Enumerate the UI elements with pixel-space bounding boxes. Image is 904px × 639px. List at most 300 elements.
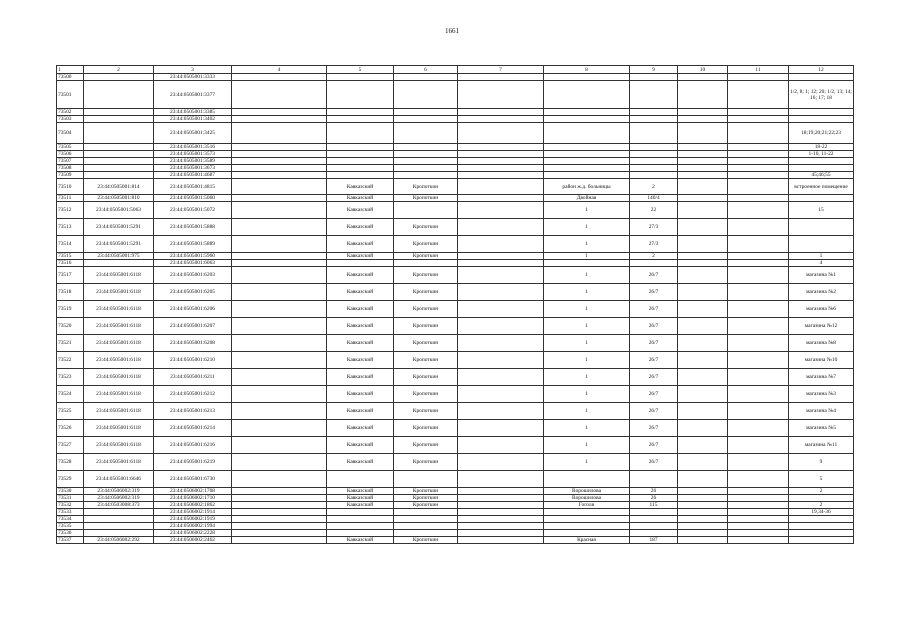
table-cell: 1 [789,253,854,260]
table-cell: Ворошилова [544,488,630,495]
table-cell: 23:44:0505001:6646 [84,471,154,488]
table-cell: 73537 [57,537,84,544]
table-cell [232,144,327,151]
table-cell [678,284,728,301]
table-cell: Кавказский [327,537,394,544]
table-cell [728,537,789,544]
table-cell: 23:44:0506002:1914 [154,509,232,516]
table-cell: 140/4 [630,195,678,202]
table-cell: 23:44:0505001:3333 [154,74,232,81]
table-cell [327,158,394,165]
table-cell [458,352,544,369]
table-cell [232,502,327,509]
table-cell [728,195,789,202]
table-row [57,318,854,335]
table-cell [728,301,789,318]
table-cell: 23:44:0505001:6063 [154,260,232,267]
table-cell: 73516 [57,260,84,267]
table-cell [458,151,544,158]
table-cell [544,109,630,116]
table-cell: 73515 [57,253,84,260]
table-cell [84,123,154,144]
table-cell: 23:44:0505001:5291 [84,219,154,236]
table-cell: Кропоткин [394,488,458,495]
table-cell: 73522 [57,352,84,369]
table-cell [728,369,789,386]
table-cell: 22 [630,202,678,219]
table-cell [232,151,327,158]
table-cell: Кропоткин [394,236,458,253]
table-row [57,530,854,537]
table-cell [678,495,728,502]
table-cell: Кавказский [327,335,394,352]
table-cell: 15 [789,202,854,219]
table-cell [327,523,394,530]
column-header: 11 [728,66,789,74]
table-cell: 73518 [57,284,84,301]
table-cell: магазина №11 [789,437,854,454]
table-cell: 23:44:0503008:373 [84,502,154,509]
table-cell: Кропоткин [394,386,458,403]
table-cell [232,454,327,471]
table-cell: Кропоткин [394,267,458,284]
table-cell [232,301,327,318]
table-row [57,437,854,454]
column-header: 4 [232,66,327,74]
table-cell [458,253,544,260]
table-cell: 73508 [57,165,84,172]
table-cell: Кавказский [327,195,394,202]
table-cell: Кавказский [327,202,394,219]
table-row [57,403,854,420]
table-cell [232,509,327,516]
column-header: 7 [458,66,544,74]
table-cell [458,403,544,420]
table-cell [544,74,630,81]
table-cell [327,516,394,523]
table-cell: 23:44:0505001:5889 [154,236,232,253]
table-cell: 23:44:0505001:3377 [154,81,232,109]
table-cell [232,386,327,403]
table-cell: 26/7 [630,386,678,403]
table-cell [678,165,728,172]
table-cell [232,403,327,420]
table-cell [458,74,544,81]
table-cell: 73530 [57,488,84,495]
table-cell: 1 [544,284,630,301]
table-cell [84,516,154,523]
table-cell: 1 [544,335,630,352]
table-cell: 73520 [57,318,84,335]
table-cell: 23:44:0505001:5060 [154,195,232,202]
table-row [57,219,854,236]
table-row [57,116,854,123]
table-cell: 73505 [57,144,84,151]
column-header: 5 [327,66,394,74]
table-cell [678,502,728,509]
table-cell [728,253,789,260]
table-cell [728,488,789,495]
table-row [57,253,854,260]
table-row [57,158,854,165]
table-cell [728,335,789,352]
table-row [57,165,854,172]
table-cell [678,236,728,253]
table-cell: Кропоткин [394,502,458,509]
table-cell [84,158,154,165]
table-cell: 73525 [57,403,84,420]
table-cell: Кавказский [327,179,394,195]
table-cell [394,81,458,109]
table-cell: магазина №4 [789,403,854,420]
table-cell: 23:44:0506002:1708 [154,488,232,495]
table-cell [232,81,327,109]
table-cell: 115 [630,502,678,509]
table-cell: 23:44:0506002:2228 [154,530,232,537]
table-cell: Кавказский [327,420,394,437]
table-cell [394,471,458,488]
table-cell: 23:44:0505001:3516 [154,144,232,151]
table-cell [544,530,630,537]
table-cell [678,335,728,352]
table-cell: 23:44:0505001:6118 [84,369,154,386]
table-cell: 23:44:0506002:1994 [154,523,232,530]
table-cell: 27/3 [630,236,678,253]
table-cell: 23:44:0505001:6118 [84,318,154,335]
table-cell [728,495,789,502]
table-cell: Кавказский [327,502,394,509]
table-cell [394,116,458,123]
table-cell [678,488,728,495]
table-cell [789,195,854,202]
table-cell: 23:44:0505001:6118 [84,267,154,284]
table-cell [458,369,544,386]
table-cell: 73536 [57,530,84,537]
table-cell: 23:44:0505001:4815 [154,179,232,195]
table-cell [789,158,854,165]
table-cell [232,236,327,253]
table-cell: 73509 [57,172,84,179]
table-cell [232,530,327,537]
table-cell [458,454,544,471]
table-cell [458,523,544,530]
table-cell [327,123,394,144]
table-cell [728,516,789,523]
table-cell [728,284,789,301]
table-cell [84,151,154,158]
table-cell [728,74,789,81]
table-cell [232,260,327,267]
table-cell: 1 [544,253,630,260]
table-cell: Красная [544,537,630,544]
column-header: 3 [154,66,232,74]
table-cell: встроенное помещение [789,179,854,195]
table-cell [232,109,327,116]
table-cell [678,116,728,123]
table-cell [458,284,544,301]
table-cell [232,420,327,437]
table-cell [458,509,544,516]
table-cell [678,267,728,284]
table-cell: 23:44:0505001:6118 [84,386,154,403]
table-cell [458,236,544,253]
table-cell: 45;46;55 [789,172,854,179]
table-cell [394,74,458,81]
table-cell: 2 [630,179,678,195]
column-header: 8 [544,66,630,74]
table-cell: 73500 [57,74,84,81]
table-cell: 23:44:0505001:975 [84,253,154,260]
table-cell: 26/7 [630,437,678,454]
table-cell: 73524 [57,386,84,403]
table-cell [789,74,854,81]
column-header: 9 [630,66,678,74]
table-row [57,236,854,253]
table-cell [458,530,544,537]
table-cell: 2 [789,488,854,495]
table-cell [678,123,728,144]
table-cell [84,260,154,267]
column-header: 12 [789,66,854,74]
table-cell [630,109,678,116]
table-cell [544,172,630,179]
table-cell: 1 [544,318,630,335]
table-cell [394,165,458,172]
table-cell: Кропоткин [394,495,458,502]
table-cell: Кавказский [327,454,394,471]
table-cell: 73526 [57,420,84,437]
table-row [57,523,854,530]
table-cell: Гоголя [544,502,630,509]
table-cell [232,523,327,530]
table-cell: 23:44:0505001:6118 [84,301,154,318]
table-cell: магазина №10 [789,352,854,369]
table-cell [630,172,678,179]
table-row [57,195,854,202]
table-cell [84,530,154,537]
table-cell [458,516,544,523]
table-cell: 26/7 [630,403,678,420]
table-cell [630,260,678,267]
table-cell [394,530,458,537]
table-cell: 73504 [57,123,84,144]
table-cell: 23:44:0506002:1862 [154,502,232,509]
table-cell: 1 [544,386,630,403]
table-cell: 18-22 [789,144,854,151]
table-cell [84,165,154,172]
table-cell [232,437,327,454]
table-cell [678,318,728,335]
table-cell [458,437,544,454]
table-cell [728,179,789,195]
table-cell [232,158,327,165]
table-cell: 23:44:0505001:6118 [84,352,154,369]
column-header: 1 [57,66,84,74]
table-cell [458,301,544,318]
table-cell: 73523 [57,369,84,386]
table-cell: Кропоткин [394,195,458,202]
table-cell: 23:44:0505001:6216 [154,437,232,454]
table-cell: 73513 [57,219,84,236]
table-cell [232,179,327,195]
table-cell [327,471,394,488]
table-row [57,454,854,471]
table-cell: 23:44:0505001:6207 [154,318,232,335]
table-cell [394,523,458,530]
table-cell: 1 [544,403,630,420]
table-cell [728,318,789,335]
table-cell [232,369,327,386]
table-cell: 23:44:0505001:6118 [84,454,154,471]
table-cell [232,219,327,236]
table-cell: 26/7 [630,352,678,369]
table-cell: Кавказский [327,267,394,284]
table-cell [678,260,728,267]
table-cell: 26/7 [630,318,678,335]
table-cell [327,109,394,116]
table-cell: 23:44:0505001:3573 [154,151,232,158]
table-cell: 23:44:0505001:6118 [84,284,154,301]
table-cell [458,537,544,544]
table-cell: Кропоткин [394,437,458,454]
table-row [57,74,854,81]
table-row [57,471,854,488]
table-cell: 1 [544,267,630,284]
table-cell [630,151,678,158]
table-cell: 23:44:0505001:3673 [154,165,232,172]
table-row [57,151,854,158]
table-cell: 73533 [57,509,84,516]
table-row [57,369,854,386]
table-cell [84,81,154,109]
table-cell [728,530,789,537]
table-cell: 23:44:0505001:5291 [84,236,154,253]
table-cell [327,116,394,123]
table-cell [458,420,544,437]
table-row [57,123,854,144]
table-row [57,179,854,195]
table-cell: Кавказский [327,437,394,454]
table-cell: 73514 [57,236,84,253]
table-cell [728,471,789,488]
table-cell: Кропоткин [394,369,458,386]
table-cell: Кавказский [327,352,394,369]
table-cell [678,537,728,544]
table-cell [630,123,678,144]
table-cell: Кропоткин [394,537,458,544]
table-cell [232,253,327,260]
table-row [57,301,854,318]
table-cell: 18;19;20;21;22;23 [789,123,854,144]
table-cell: 4 [789,260,854,267]
table-cell [678,420,728,437]
table-row [57,516,854,523]
table-cell [327,530,394,537]
table-cell: Кропоткин [394,301,458,318]
table-cell: 5 [789,471,854,488]
table-cell: 73531 [57,495,84,502]
table-cell [232,471,327,488]
table-cell: 1 [544,437,630,454]
table-cell: 23:44:0506002:1710 [154,495,232,502]
table-cell: 23:44:0505001:6730 [154,471,232,488]
table-cell: 26/7 [630,420,678,437]
table-cell [630,516,678,523]
table-cell [728,123,789,144]
table-cell [394,144,458,151]
table-cell [678,172,728,179]
table-cell: 23:44:0505001:6208 [154,335,232,352]
table-cell [678,253,728,260]
table-cell [728,236,789,253]
table-cell: Кропоткин [394,253,458,260]
table-cell: Кропоткин [394,403,458,420]
table-cell [728,267,789,284]
table-cell: 23:44:0506002:1919 [154,516,232,523]
table-cell [630,530,678,537]
table-cell: Кропоткин [394,454,458,471]
table-cell [728,81,789,109]
table-row [57,144,854,151]
table-cell: Кропоткин [394,179,458,195]
table-cell: 23:44:0505001:6118 [84,403,154,420]
table-cell [544,151,630,158]
table-cell: 73535 [57,523,84,530]
table-cell [84,144,154,151]
table-cell [678,74,728,81]
table-cell: 23:44:0505001:810 [84,195,154,202]
table-cell [232,116,327,123]
table-cell [789,495,854,502]
table-cell [678,179,728,195]
table-cell [84,74,154,81]
table-cell: 73532 [57,502,84,509]
table-cell [678,530,728,537]
table-cell [232,267,327,284]
table-cell [630,144,678,151]
table-cell: 23:44:0505001:3402 [154,116,232,123]
table-row [57,502,854,509]
table-cell: 26/7 [630,335,678,352]
table-cell: магазина №2 [789,284,854,301]
table-cell [728,202,789,219]
table-cell [789,219,854,236]
table-cell [327,81,394,109]
table-cell [544,81,630,109]
table-cell [458,158,544,165]
table-cell [678,509,728,516]
table-cell [789,236,854,253]
table-row [57,488,854,495]
table-cell: 23:44:0505001:3385 [154,109,232,116]
table-cell [232,165,327,172]
table-cell: 23:44:0506002:319 [84,488,154,495]
table-cell [728,151,789,158]
table-cell: 26 [630,495,678,502]
table-cell [232,516,327,523]
table-row [57,537,854,544]
table-cell [544,144,630,151]
table-cell [678,386,728,403]
table-row [57,267,854,284]
table-cell: 26/7 [630,301,678,318]
table-cell [728,420,789,437]
table-row [57,202,854,219]
table-cell: 73534 [57,516,84,523]
table-cell [678,301,728,318]
table-cell [678,369,728,386]
table-cell: 73517 [57,267,84,284]
